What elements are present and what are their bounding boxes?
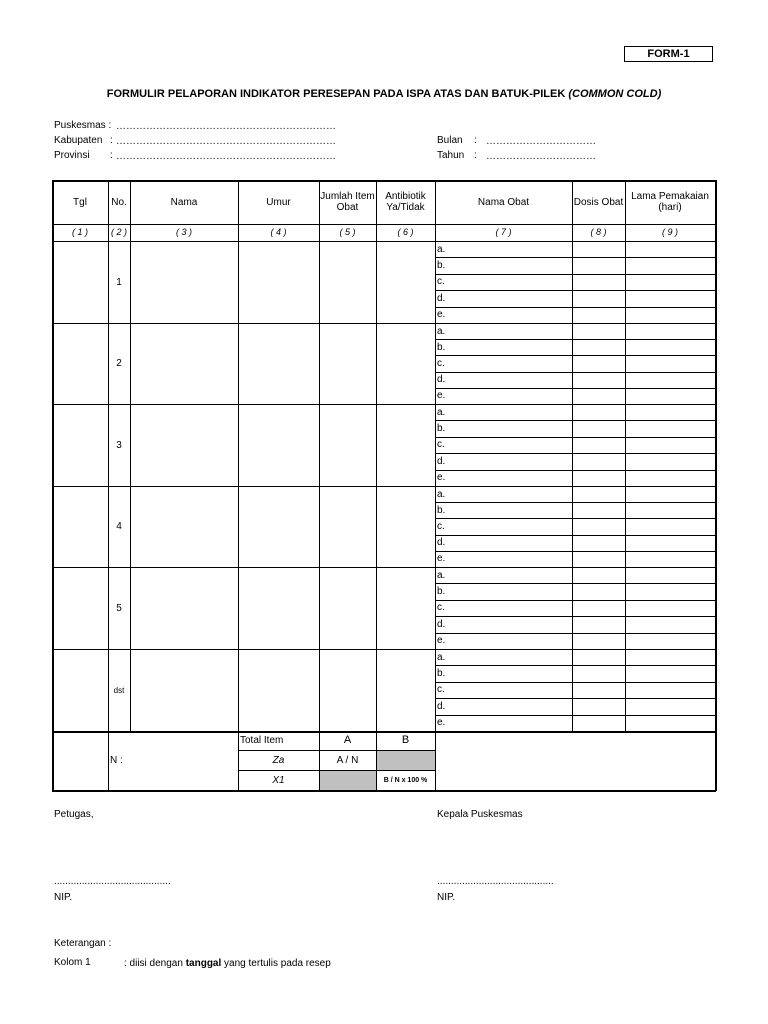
jumlah-item-cell[interactable] [319,323,376,404]
table-rule [319,180,320,731]
drug-subrow-label[interactable]: e. [437,717,446,729]
table-rule [435,583,715,584]
dosis-cell[interactable] [572,715,625,731]
lama-pemakaian-cell[interactable] [625,420,715,436]
drug-subrow-label[interactable]: a. [437,488,446,500]
drug-subrow-label[interactable]: d. [437,455,446,467]
table-rule [376,180,377,731]
table-rule [238,770,435,771]
kolom1-label: Kolom 1 [54,957,91,968]
drug-subrow-label[interactable]: c. [437,602,445,614]
n-label: N : [110,755,123,766]
jumlah-item-cell[interactable] [319,404,376,486]
petugas-title: Petugas, [54,809,94,820]
dosis-cell[interactable] [572,682,625,698]
table-rule [435,470,715,471]
dosis-cell[interactable] [572,665,625,681]
lama-pemakaian-cell[interactable] [625,698,715,714]
table-rule [108,731,109,790]
lama-pemakaian-cell[interactable] [625,355,715,371]
table-rule [435,682,715,683]
lama-pemakaian-cell[interactable] [625,404,715,420]
kepala-nip: NIP. [437,892,456,903]
dosis-cell[interactable] [572,518,625,534]
tahun-colon: : [474,150,477,161]
dosis-cell[interactable] [572,567,625,583]
row-number: 2 [116,358,122,369]
form-code-box: FORM-1 [624,46,713,62]
kabupaten-colon: : [110,135,113,146]
tgl-cell[interactable] [52,323,108,404]
dosis-cell[interactable] [572,698,625,714]
antibiotik-cell[interactable] [376,323,435,404]
table-rule [435,633,715,634]
col-number-8: ( 8 ) [590,227,607,237]
table-rule [238,750,435,751]
col-header-lama-pemakaian: Lama Pemakaian (hari) [631,191,709,213]
drug-subrow-label[interactable]: d. [437,700,446,712]
col-header-jumlah-item: Jumlah Item Obat [320,191,375,213]
table-rule [130,180,131,731]
row-number: dst [113,685,125,695]
nama-cell[interactable] [130,567,238,649]
dosis-cell[interactable] [572,437,625,453]
drug-subrow-label[interactable]: e. [437,472,446,484]
keterangan-heading: Keterangan : [54,938,112,949]
drug-subrow-label[interactable]: d. [437,292,446,304]
table-rule [435,551,715,552]
kepala-signature-line[interactable]: .......................................... [437,876,554,887]
lama-pemakaian-cell[interactable] [625,323,715,339]
table-rule [435,698,715,699]
table-rule [52,486,715,487]
drug-subrow-label[interactable]: a. [437,325,446,337]
title-main: FORMULIR PELAPORAN INDIKATOR PERESEPAN PADA ISPA ATAS DAN BATUK-PILEK [106,88,569,100]
total-b: B [401,734,410,746]
dosis-cell[interactable] [572,583,625,599]
za-label: Za [272,754,285,766]
umur-cell[interactable] [238,404,319,486]
table-rule [715,180,717,791]
table-rule [435,274,715,275]
lama-pemakaian-cell[interactable] [625,453,715,469]
lama-pemakaian-cell[interactable] [625,616,715,632]
petugas-signature-line[interactable]: .......................................... [54,876,171,887]
col-header-antibiotik: Antibiotik Ya/Tidak [385,191,426,213]
bulan-colon: : [474,135,477,146]
provinsi-colon: : [110,150,113,161]
dosis-cell[interactable] [572,551,625,567]
table-rule [52,731,716,733]
jumlah-item-cell[interactable] [319,649,376,731]
drug-subrow-label[interactable]: a. [437,406,446,418]
table-rule [435,290,715,291]
table-rule [435,180,436,731]
lama-pemakaian-cell[interactable] [625,274,715,290]
table-rule [435,715,715,716]
nama-cell[interactable] [130,323,238,404]
drug-subrow-label[interactable]: c. [437,684,445,696]
lama-pemakaian-cell[interactable] [625,535,715,551]
table-rule [435,518,715,519]
lama-pemakaian-cell[interactable] [625,290,715,306]
lama-pemakaian-cell[interactable] [625,257,715,273]
lama-pemakaian-cell[interactable] [625,715,715,731]
antibiotik-cell[interactable] [376,404,435,486]
table-rule [435,420,715,421]
dosis-cell[interactable] [572,323,625,339]
lama-pemakaian-cell[interactable] [625,388,715,404]
table-rule [435,437,715,438]
nama-cell[interactable] [130,404,238,486]
dosis-cell[interactable] [572,535,625,551]
lama-pemakaian-cell[interactable] [625,437,715,453]
dosis-cell[interactable] [572,502,625,518]
table-rule [435,372,715,373]
antibiotik-cell[interactable] [376,486,435,567]
puskesmas-dots[interactable]: ………………………………………………………… [116,121,336,132]
table-rule [238,180,239,731]
drug-subrow-label[interactable]: d. [437,537,446,549]
tgl-cell[interactable] [52,486,108,567]
row-number: 4 [116,521,122,532]
table-rule [52,323,715,324]
col-header-umur: Umur [266,196,291,208]
drug-subrow-label[interactable]: a. [437,569,446,581]
col-header-dosis: Dosis Obat [573,196,624,208]
nama-cell[interactable] [130,241,238,323]
tgl-cell[interactable] [52,649,108,731]
dosis-cell[interactable] [572,453,625,469]
jumlah-item-cell[interactable] [319,567,376,649]
table-rule [435,665,715,666]
bulan-label: Bulan [437,135,463,146]
dosis-cell[interactable] [572,633,625,649]
tahun-dots[interactable]: …………………………… [486,151,596,162]
drug-subrow-label[interactable]: b. [437,668,446,680]
umur-cell[interactable] [238,567,319,649]
total-item-label: Total Item [240,735,284,746]
drug-subrow-label[interactable]: b. [437,341,446,353]
kolom1-text-post: yang tertulis pada resep [221,958,331,969]
drug-subrow-label[interactable]: b. [437,504,446,516]
antibiotik-cell[interactable] [376,649,435,731]
col-header-nama-obat: Nama Obat [477,196,530,208]
title-italic: (COMMON COLD) [568,88,662,100]
nama-cell[interactable] [130,486,238,567]
row-number: 5 [116,602,122,614]
umur-cell[interactable] [238,241,319,323]
nama-cell[interactable] [130,649,238,731]
lama-pemakaian-cell[interactable] [625,583,715,599]
tgl-cell[interactable] [52,241,108,323]
b-over-n-percent: B / N x 100 % [383,776,428,784]
tahun-label: Tahun [437,150,465,161]
table-rule [435,535,715,536]
lama-pemakaian-cell[interactable] [625,339,715,355]
table-rule [435,388,715,389]
lama-pemakaian-cell[interactable] [625,372,715,388]
col-number-9: ( 9 ) [661,227,678,237]
jumlah-item-cell[interactable] [319,486,376,567]
drug-subrow-label[interactable]: a. [437,243,446,255]
lama-pemakaian-cell[interactable] [625,307,715,323]
provinsi-label: Provinsi [54,150,90,161]
table-rule [572,180,573,731]
table-rule [238,731,239,790]
dosis-cell[interactable] [572,388,625,404]
row-number: 1 [116,276,122,288]
table-rule [435,731,436,790]
dosis-cell[interactable] [572,290,625,306]
table-rule [435,307,715,308]
row-number: 3 [116,439,122,451]
col-number-7: ( 7 ) [495,227,512,237]
lama-pemakaian-cell[interactable] [625,518,715,534]
col-header-no: No. [111,196,127,208]
dosis-cell[interactable] [572,486,625,502]
jumlah-item-cell[interactable] [319,241,376,323]
col-number-4: ( 4 ) [270,227,287,237]
kolom1-text-pre: : diisi dengan [124,958,186,969]
drug-subrow-label[interactable]: c. [437,357,445,369]
dosis-cell[interactable] [572,241,625,257]
table-rule [52,224,715,225]
dosis-cell[interactable] [572,307,625,323]
drug-subrow-label[interactable]: a. [437,651,446,663]
dosis-cell[interactable] [572,404,625,420]
table-rule [435,453,715,454]
col-number-1: ( 1 ) [71,227,88,237]
table-rule [52,241,715,242]
col-header-tgl: Tgl [73,196,87,208]
dosis-cell[interactable] [572,649,625,665]
x1-label: X1 [272,774,285,786]
kepala-puskesmas-title: Kepala Puskesmas [437,809,523,820]
puskesmas-label: Puskesmas : [54,120,112,131]
antibiotik-cell[interactable] [376,241,435,323]
table-rule [435,339,715,340]
table-rule [52,404,715,405]
col-header-nama: Nama [170,196,198,208]
lama-pemakaian-cell[interactable] [625,502,715,518]
table-rule [319,731,320,790]
lama-pemakaian-cell[interactable] [625,633,715,649]
lama-pemakaian-cell[interactable] [625,567,715,583]
lama-pemakaian-cell[interactable] [625,682,715,698]
table-rule [52,180,716,182]
kabupaten-dots[interactable]: ………………………………………………………… [116,136,336,147]
total-a: A [343,734,352,746]
table-rule [435,600,715,601]
dosis-cell[interactable] [572,470,625,486]
kabupaten-label: Kabupaten [54,135,103,146]
table-rule [52,180,54,791]
drug-subrow-label[interactable]: b. [437,586,446,598]
drug-subrow-label[interactable]: c. [437,520,445,532]
table-rule [435,355,715,356]
shaded-cell [320,771,376,790]
lama-pemakaian-cell[interactable] [625,551,715,567]
table-rule [435,502,715,503]
table-rule [435,616,715,617]
table-rule [376,731,377,790]
kolom1-text [124,958,331,970]
drug-subrow-label[interactable]: d. [437,618,446,630]
dosis-cell[interactable] [572,274,625,290]
petugas-nip: NIP. [54,892,73,903]
tgl-cell[interactable] [52,567,108,649]
dosis-cell[interactable] [572,420,625,436]
table-rule [108,180,109,731]
table-rule [52,790,716,792]
tgl-cell[interactable] [52,404,108,486]
table-rule [435,257,715,258]
umur-cell[interactable] [238,486,319,567]
col-number-5: ( 5 ) [339,227,356,237]
dosis-cell[interactable] [572,600,625,616]
lama-pemakaian-cell[interactable] [625,486,715,502]
dosis-cell[interactable] [572,339,625,355]
kolom1-text-bold: tanggal [185,958,222,969]
table-rule [625,180,626,731]
drug-subrow-label[interactable]: e. [437,553,446,565]
shaded-cell [377,751,435,770]
lama-pemakaian-cell[interactable] [625,241,715,257]
umur-cell[interactable] [238,323,319,404]
drug-subrow-label[interactable]: b. [437,260,446,272]
lama-pemakaian-cell[interactable] [625,600,715,616]
drug-subrow-label[interactable]: b. [437,423,446,435]
antibiotik-cell[interactable] [376,567,435,649]
col-number-3: ( 3 ) [175,227,192,237]
col-number-6: ( 6 ) [397,227,414,237]
a-over-n: A / N [336,754,359,766]
drug-subrow-label[interactable]: e. [437,390,446,402]
drug-subrow-label[interactable]: c. [437,276,445,288]
umur-cell[interactable] [238,649,319,731]
bulan-dots[interactable]: …………………………… [486,136,596,147]
drug-subrow-label[interactable]: c. [437,439,445,451]
lama-pemakaian-cell[interactable] [625,649,715,665]
table-rule [52,649,715,650]
dosis-cell[interactable] [572,257,625,273]
dosis-cell[interactable] [572,355,625,371]
drug-subrow-label[interactable]: e. [437,309,446,321]
dosis-cell[interactable] [572,616,625,632]
table-rule [52,567,715,568]
col-number-2: ( 2 ) [110,227,127,237]
drug-subrow-label[interactable]: d. [437,374,446,386]
dosis-cell[interactable] [572,372,625,388]
lama-pemakaian-cell[interactable] [625,665,715,681]
lama-pemakaian-cell[interactable] [625,470,715,486]
provinsi-dots[interactable]: ………………………………………………………… [116,151,336,162]
drug-subrow-label[interactable]: e. [437,635,446,647]
